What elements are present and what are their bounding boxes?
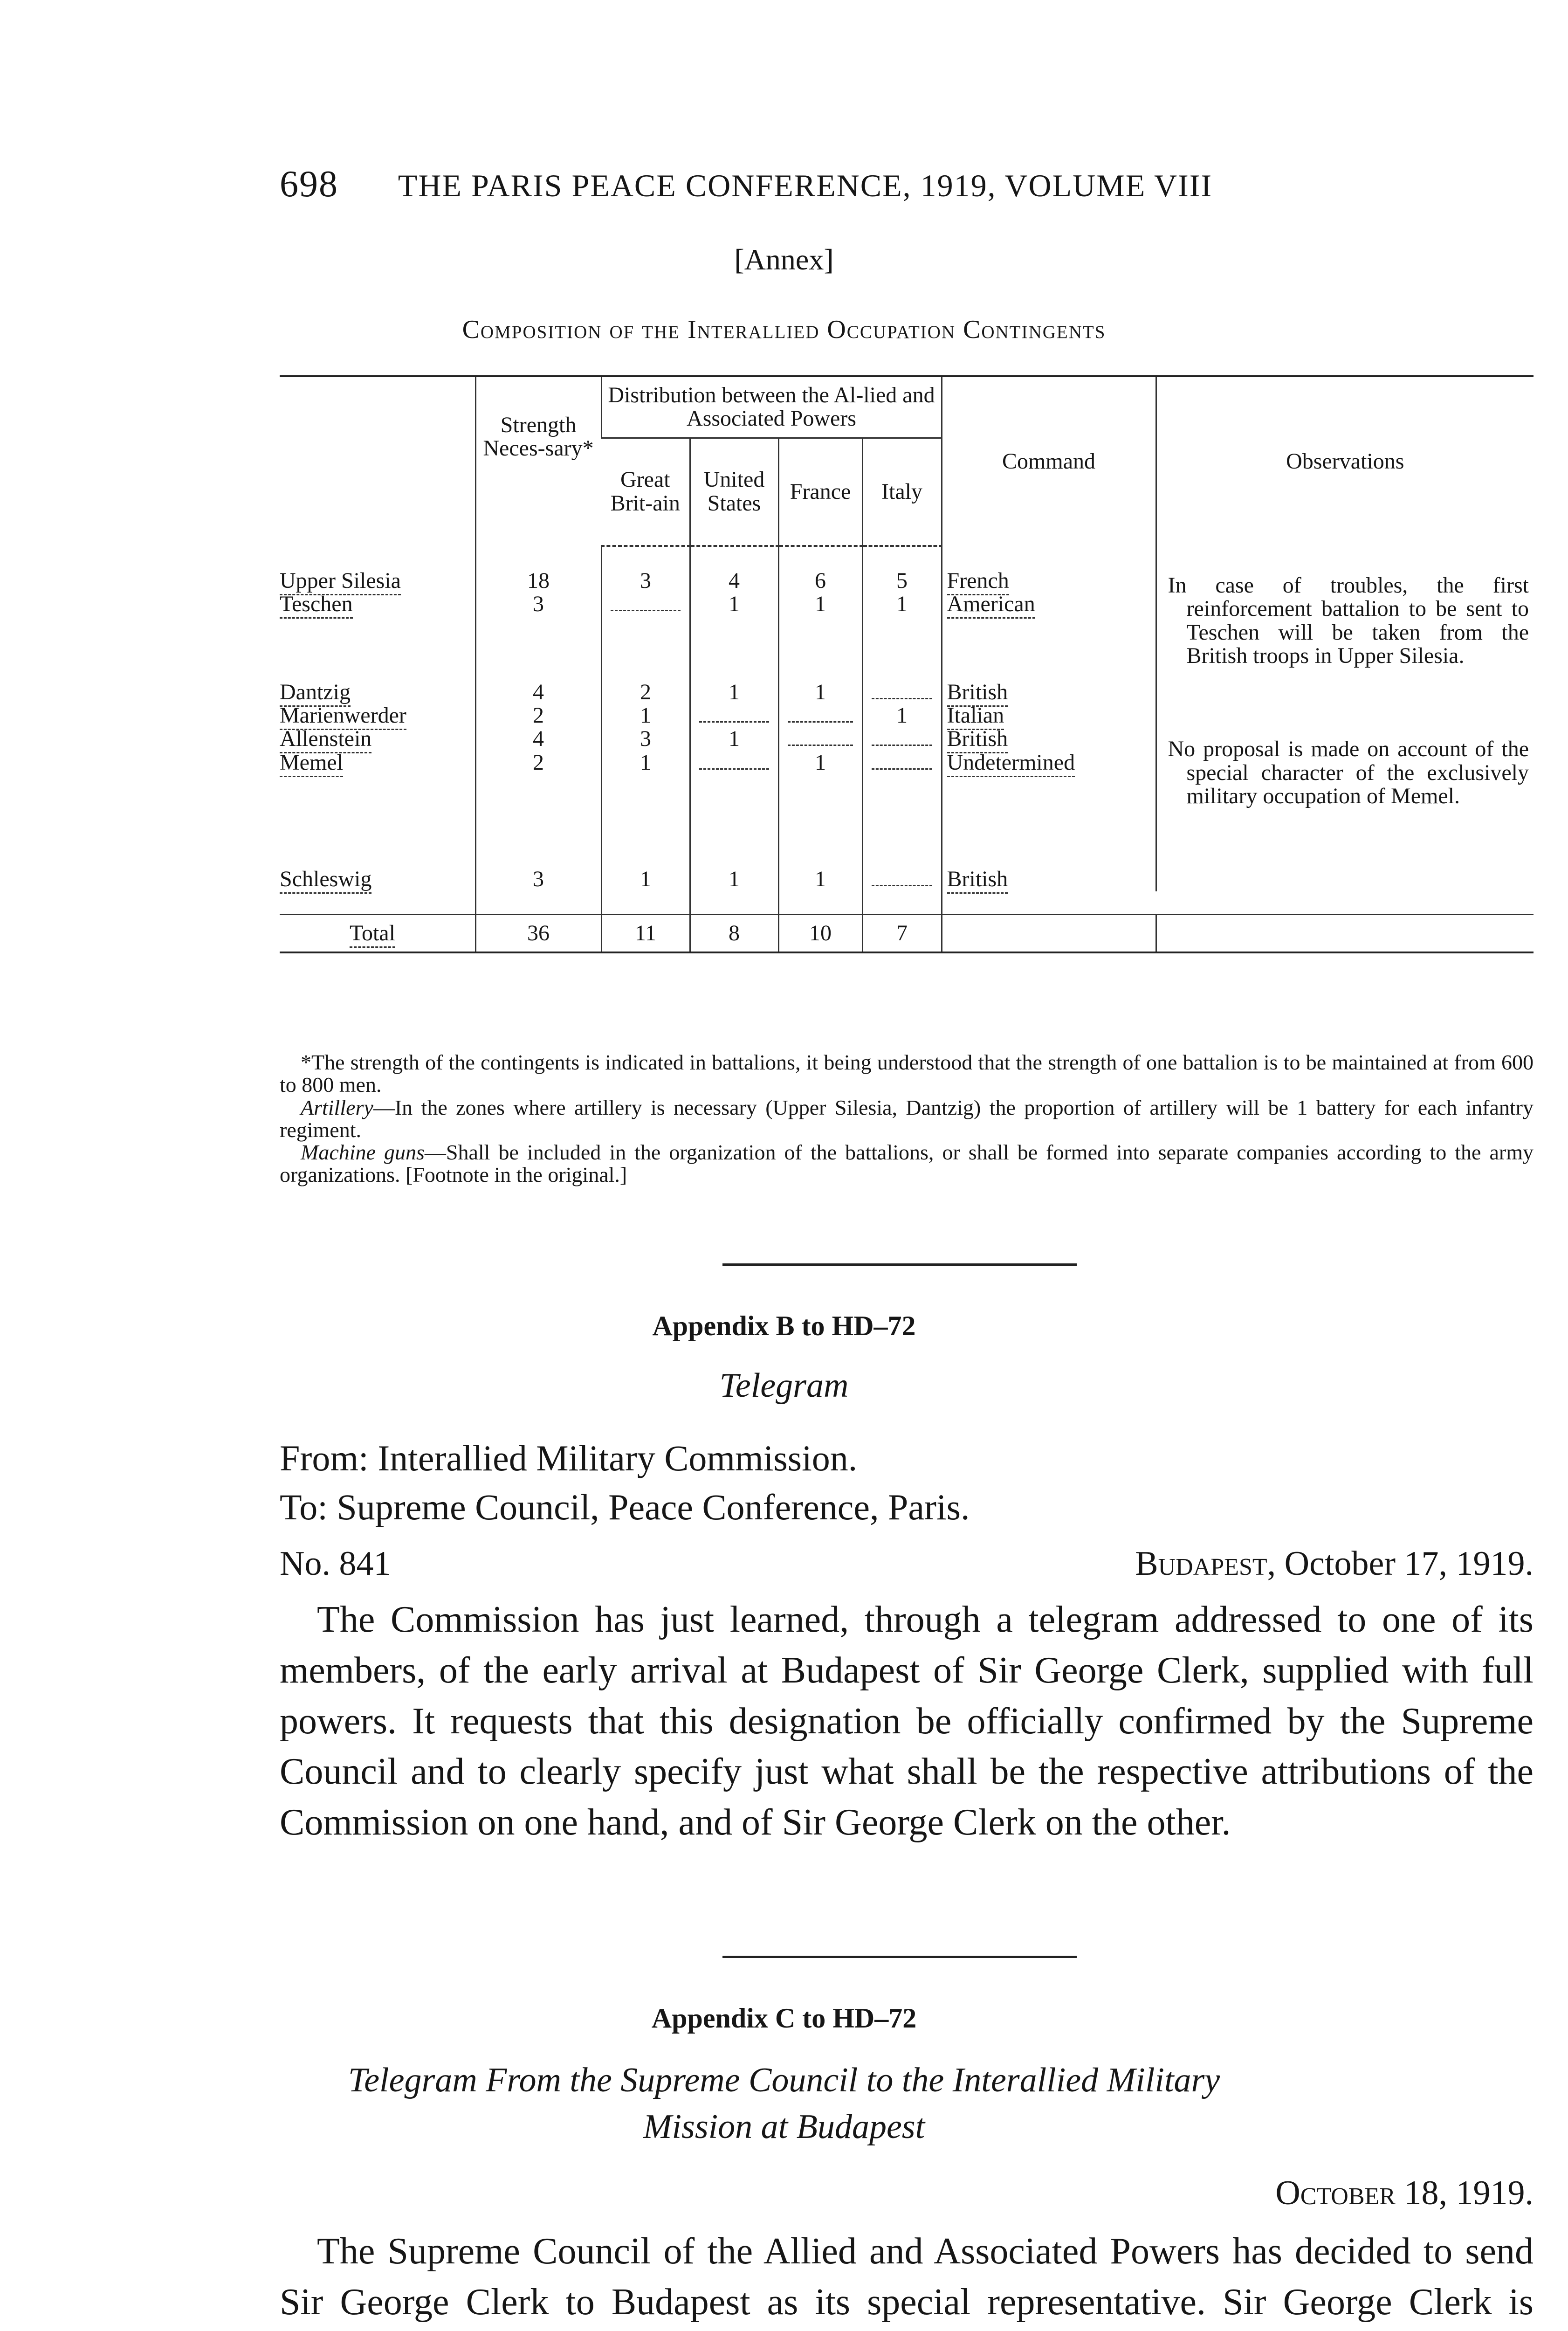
telegram-to: To: Supreme Council, Peace Conference, Paris. xyxy=(280,1487,970,1527)
running-head xyxy=(280,163,1534,206)
table-footnotes xyxy=(280,1051,1534,1186)
telegram-place-date: Budapest, October 17, 1919. xyxy=(1135,1545,1534,1583)
appendix-c-title-line2: Mission at Budapest xyxy=(643,2108,925,2146)
table-row: Schleswig 3 1 1 1 British xyxy=(280,868,1534,891)
strength-column-header: Strength Neces-sary* xyxy=(475,376,601,546)
appendix-b-heading: Appendix B to HD–72 xyxy=(652,1310,916,1341)
appendix-c-heading: Appendix C to HD–72 xyxy=(651,2003,917,2034)
telegram-from: From: Interallied Military Commission. xyxy=(280,1438,858,1478)
observations-column-header: Observations xyxy=(1156,376,1534,546)
france-column-header: France xyxy=(778,438,862,546)
table-row: Allenstein 4 3 1 British xyxy=(280,727,1534,751)
table-row: Upper Silesia 18 3 4 6 5 French xyxy=(280,569,1534,593)
command-column-header: Command xyxy=(942,376,1156,546)
section-divider xyxy=(722,1263,1077,1266)
table-title: Composition of the Interallied Occupation Contingents xyxy=(462,315,1106,344)
footnote-strength: *The strength of the contingents is indicated in battalions, it being understood that the strength of one battalion is to be maintained at from 600 to 800 men. xyxy=(280,1050,1534,1097)
table-row: Dantzig 4 2 1 1 British xyxy=(280,681,1534,704)
total-row: Total 36 11 8 10 7 xyxy=(280,914,1534,952)
great-britain-column-header: Great Brit-ain xyxy=(601,438,690,546)
united-states-column-header: United States xyxy=(690,438,778,546)
table-row: Marienwerder 2 1 1 Italian xyxy=(280,704,1534,727)
telegram-dateline xyxy=(280,1541,1534,1587)
annex-label: [Annex] xyxy=(734,243,834,276)
table-row: Memel 2 1 1 Undetermined xyxy=(280,751,1534,774)
appendix-b-body: The Commission has just learned, through a telegram addressed to one of its members, of the early arrival at Budapest of Sir George Clerk, supplied with full powers. It requests that this designation be officially confirmed by the Supreme Council and to clearly specify just what shall be the respective attributions of the Commission on one hand, and of Sir George Clerk on the other. xyxy=(280,1599,1534,1843)
running-title: THE PARIS PEACE CONFERENCE, 1919, VOLUME VIII xyxy=(398,168,1213,203)
appendix-c-body: The Supreme Council of the Allied and Associated Powers has decided to send Sir George Clerk to Budapest as its special representative. Sir George Clerk is xyxy=(280,2231,1534,2323)
observation-teschen: In case of troubles, the first reinforcement battalion to be sent to Teschen will be taken from the British troops in Upper Silesia. xyxy=(1168,572,1529,668)
place-column-header xyxy=(280,376,475,546)
distribution-column-header: Distribution between the Al-lied and Associated Powers xyxy=(601,376,942,438)
table-row: Teschen 3 1 1 1 American xyxy=(280,593,1534,616)
appendix-c-title-line1: Telegram From the Supreme Council to the Interallied Military xyxy=(348,2061,1220,2099)
section-divider xyxy=(722,1956,1077,1958)
italy-column-header: Italy xyxy=(862,438,942,546)
telegram-number: No. 841 xyxy=(280,1545,391,1583)
observation-memel: No proposal is made on account of the special character of the exclusively military occupation of Memel. xyxy=(1168,737,1529,809)
appendix-c-date: October 18, 1919. xyxy=(1275,2174,1534,2212)
contingents-table xyxy=(280,375,1534,953)
observations-cell xyxy=(1156,546,1534,891)
footnote-artillery: Artillery—In the zones where artillery is necessary (Upper Silesia, Dantzig) the proportion of artillery will be 1 battery for each infantry regiment. xyxy=(280,1095,1534,1142)
appendix-b-subheading: Telegram xyxy=(719,1366,849,1405)
page-number: 698 xyxy=(280,164,338,205)
footnote-machine-guns: Machine guns—Shall be included in the organization of the battalions, or shall be formed into separate companies according to the army organizations. [Footnote in the original.] xyxy=(280,1140,1534,1187)
